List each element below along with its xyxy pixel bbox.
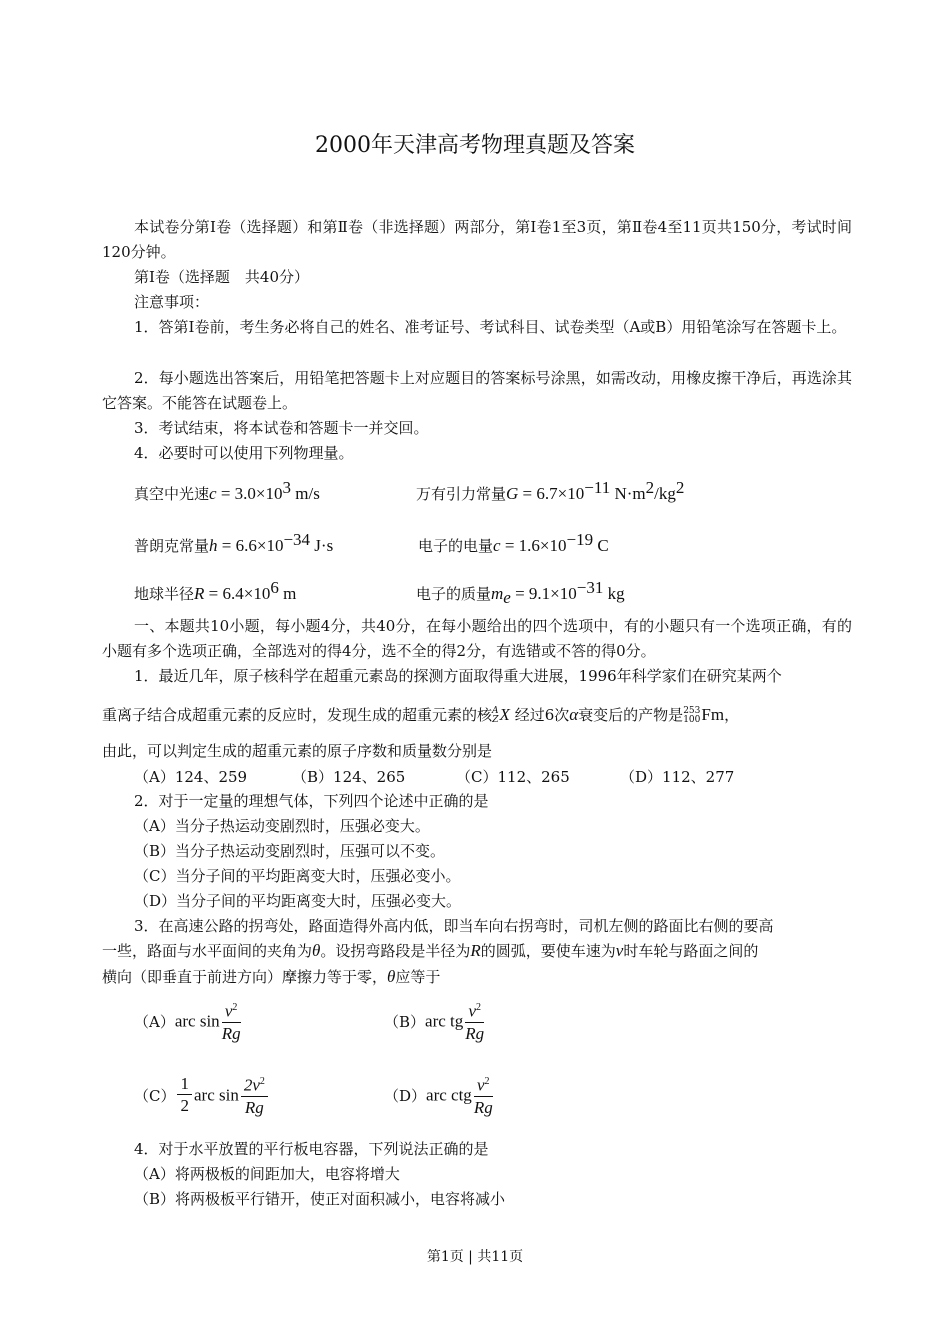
constant-light-speed: 真空中光速$c = 3.0\times 10^3$ m/s — [134, 478, 320, 503]
page-title: 2000年天津高考物理真题及答案 — [315, 133, 635, 158]
note-item: 2．每小题选出答案后，用铅笔把答题卡上对应题目的答案标号涂黑，如需改动，用橡皮擦干净后，再选涂其它答案。不能答在试题卷上。 — [102, 369, 852, 412]
q2-option-b: （B）当分子热运动变剧烈时，压强可以不变。 — [134, 842, 446, 860]
constant-electron-charge: 电子的电量$c = 1.6\times 10^{-19}$ C — [418, 530, 609, 555]
q4-stem: 4．对于水平放置的平行板电容器，下列说法正确的是 — [134, 1140, 489, 1158]
nuclide-x-notation: A Z — [492, 706, 499, 725]
q2-option-a: （A）当分子热运动变剧烈时，压强必变大。 — [134, 817, 430, 835]
section-1-instructions: 一、本题共10小题，每小题4分，共40分，在每小题给出的四个选项中，有的小题只有一个选项正确，有的小题有多个选项正确，全部选对的得4分，选不全的得2分，有选错或不答的得0分。 — [102, 617, 852, 660]
constant-electron-mass: 电子的质量$m_e = 9.1\times 10^{-31}$ kg — [416, 578, 625, 607]
note-item: 4．必要时可以使用下列物理量。 — [134, 444, 354, 462]
intro-paragraph: 本试卷分第Ⅰ卷（选择题）和第Ⅱ卷（非选择题）两部分，第Ⅰ卷1至3页，第Ⅱ卷4至11页共150分，考试时间120分钟。 — [102, 218, 852, 261]
constant-planck: 普朗克常量$h = 6.6\times 10^{-34}$ J·s — [134, 530, 334, 555]
q3-option-a: （A）arc sin $\frac{v^2}{Rg}$ — [134, 998, 243, 1045]
q1-text-line3: 由此，可以判定生成的超重元素的原子序数和质量数分别是 — [102, 742, 493, 760]
q1-option-d: （D）112、277 — [620, 768, 735, 786]
q1-option-a: （A）124、259 — [134, 768, 248, 786]
q4-option-a: （A）将两极板的间距加大，电容将增大 — [134, 1165, 400, 1183]
page-footer: 第1页 | 共11页 — [426, 1249, 524, 1265]
note-item: 3．考试结束，将本试卷和答题卡一并交回。 — [134, 419, 429, 437]
q2-option-d: （D）当分子间的平均距离变大时，压强必变大。 — [134, 892, 462, 910]
q3-text-line3: 横向（即垂直于前进方向）摩擦力等于零，θ应等于 — [102, 967, 441, 986]
q1-text-line1: 1．最近几年，原子核科学在超重元素岛的探测方面取得重大进展，1996年科学家们在研究某两个 — [134, 667, 782, 685]
q3-option-c: （C） $\frac{1}{2}$ arc sin $\frac{2v^2}{Rg}$ — [134, 1072, 270, 1119]
q4-option-b: （B）将两极板平行错开，使正对面积减小，电容将减小 — [134, 1190, 506, 1208]
notes-heading: 注意事项： — [134, 293, 210, 311]
q2-stem: 2．对于一定量的理想气体，下列四个论述中正确的是 — [134, 792, 489, 810]
constant-earth-radius: 地球半径$R = 6.4\times 10^6$ m — [134, 578, 297, 603]
part1-heading: 第Ⅰ卷（选择题 共40分） — [134, 268, 310, 286]
q2-option-c: （C）当分子间的平均距离变大时，压强必变小。 — [134, 867, 461, 885]
q3-option-b: （B）arc tg $\frac{v^2}{Rg}$ — [384, 998, 486, 1045]
q1-option-b: （B）124、265 — [292, 768, 406, 786]
note-item: 1．答第Ⅰ卷前，考生务必将自己的姓名、准考证号、考试科目、试卷类型（A或B）用铅笔涂写在答题卡上。 — [134, 318, 847, 336]
q3-text-line1: 3．在高速公路的拐弯处，路面造得外高内低，即当车向右拐弯时，司机左侧的路面比右侧的要高 — [134, 917, 774, 935]
q1-option-c: （C）112、265 — [456, 768, 570, 786]
constant-gravitation: 万有引力常量$G = 6.7\times 10^{-11}$ $N\cdot m^2/kg^2$ — [416, 478, 685, 503]
q3-text-line2: 一些，路面与水平面间的夹角为θ。设拐弯路段是半径为R的圆弧，要使车速为v时车轮与路面之间的 — [102, 941, 759, 960]
q1-text-line2: 重离子结合成超重元素的反应时，发现生成的超重元素的核 A Z X 经过6次α衰变后的产物是 253 100 Fm， — [102, 705, 740, 725]
nuclide-fm-notation: 253 100 — [683, 706, 701, 725]
q3-option-d: （D）arc ctg $\frac{v^2}{Rg}$ — [384, 1072, 495, 1119]
